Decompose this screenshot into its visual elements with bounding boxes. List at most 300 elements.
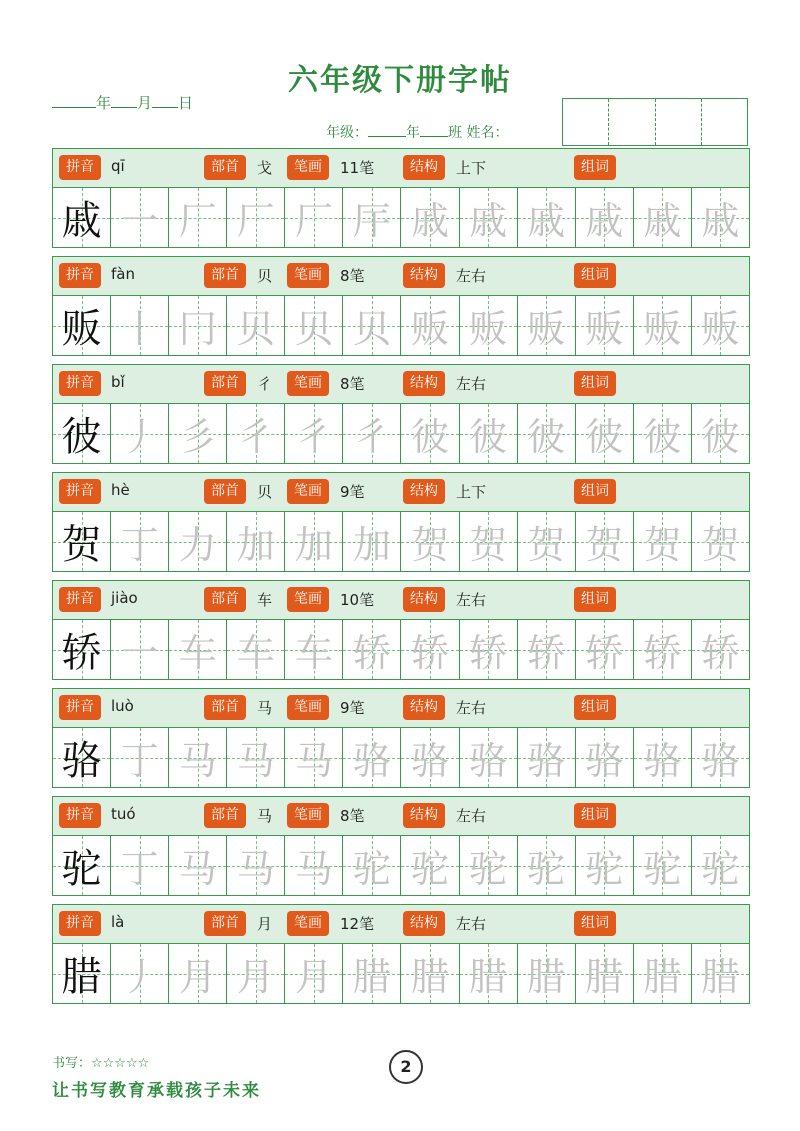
trace-cell[interactable] xyxy=(692,836,749,895)
trace-cell[interactable] xyxy=(460,296,518,355)
trace-cell[interactable] xyxy=(460,188,518,247)
strokes-value: 11笔 xyxy=(340,159,375,177)
trace-char: 一 xyxy=(120,199,159,243)
trace-cell[interactable] xyxy=(460,512,518,571)
slogan: 让书写教育承载孩子未来 xyxy=(52,1081,261,1101)
pinyin-tag: 拼音 xyxy=(59,695,101,720)
trace-char: 驼 xyxy=(643,847,682,891)
strokes-tag: 笔画 xyxy=(287,155,329,180)
pinyin-value: luò xyxy=(111,697,134,715)
words-tag: 组词 xyxy=(574,695,616,720)
trace-cell[interactable] xyxy=(460,404,518,463)
trace-cell[interactable] xyxy=(692,944,749,1003)
trace-cell[interactable] xyxy=(401,944,459,1003)
trace-cell[interactable] xyxy=(518,836,576,895)
trace-char: 丨 xyxy=(120,307,159,351)
trace-char: 马 xyxy=(294,739,333,783)
char-block xyxy=(52,904,750,1004)
trace-char: 驼 xyxy=(585,847,624,891)
radical-tag: 部首 xyxy=(204,479,246,504)
trace-cell[interactable] xyxy=(401,296,459,355)
info-bar xyxy=(53,473,749,512)
day-label: 日 xyxy=(178,94,194,112)
trace-char: 贩 xyxy=(527,307,566,351)
trace-cell[interactable] xyxy=(169,620,227,679)
trace-cell[interactable] xyxy=(576,728,634,787)
writing-grid xyxy=(53,728,749,787)
trace-char: 贺 xyxy=(469,523,508,567)
trace-cell[interactable] xyxy=(285,836,343,895)
strokes-value: 9笔 xyxy=(340,699,365,717)
trace-cell[interactable] xyxy=(343,512,401,571)
trace-char: 马 xyxy=(178,739,217,783)
radical-tag: 部首 xyxy=(204,263,246,288)
trace-char: 加 xyxy=(352,523,391,567)
trace-cell[interactable] xyxy=(111,620,169,679)
trace-char: 车 xyxy=(294,631,333,675)
model-char: 轿 xyxy=(61,630,102,676)
trace-char: 轿 xyxy=(585,631,624,675)
trace-char: 丁 xyxy=(120,523,159,567)
trace-cell[interactable] xyxy=(343,620,401,679)
trace-char: 彼 xyxy=(527,415,566,459)
trace-char: 轿 xyxy=(527,631,566,675)
writing-grid xyxy=(53,296,749,355)
info-bar xyxy=(53,581,749,620)
trace-cell[interactable] xyxy=(401,620,459,679)
radical-tag: 部首 xyxy=(204,587,246,612)
model-char-cell xyxy=(53,512,111,571)
strokes-value: 8笔 xyxy=(340,267,365,285)
pinyin-tag: 拼音 xyxy=(59,263,101,288)
pinyin-value: tuó xyxy=(111,805,136,823)
info-bar xyxy=(53,689,749,728)
trace-char: 贺 xyxy=(701,523,740,567)
trace-char: 腊 xyxy=(585,955,624,999)
trace-cell[interactable] xyxy=(169,188,227,247)
trace-char: 加 xyxy=(294,523,333,567)
trace-char: 轿 xyxy=(643,631,682,675)
info-bar xyxy=(53,905,749,944)
trace-char: 丁 xyxy=(120,847,159,891)
trace-char: 马 xyxy=(236,739,275,783)
trace-char: 车 xyxy=(178,631,217,675)
trace-char: 驼 xyxy=(469,847,508,891)
model-char: 骆 xyxy=(61,738,102,784)
trace-cell[interactable] xyxy=(169,512,227,571)
trace-char: 戚 xyxy=(527,199,566,243)
trace-char: 骆 xyxy=(585,739,624,783)
words-tag: 组词 xyxy=(574,479,616,504)
trace-char: 贝 xyxy=(352,307,391,351)
trace-cell[interactable] xyxy=(227,512,285,571)
pinyin-value: jiào xyxy=(111,589,138,607)
trace-cell[interactable] xyxy=(518,620,576,679)
trace-cell[interactable] xyxy=(285,728,343,787)
strokes-tag: 笔画 xyxy=(287,695,329,720)
radical-value: 月 xyxy=(257,915,273,933)
strokes-value: 9笔 xyxy=(340,483,365,501)
trace-cell[interactable] xyxy=(343,836,401,895)
pinyin-value: qī xyxy=(111,157,125,175)
trace-char: 彡 xyxy=(178,415,217,459)
trace-cell[interactable] xyxy=(460,944,518,1003)
structure-value: 左右 xyxy=(456,267,487,285)
trace-char: 贺 xyxy=(643,523,682,567)
trace-cell[interactable] xyxy=(576,512,634,571)
trace-cell[interactable] xyxy=(576,944,634,1003)
radical-value: 戈 xyxy=(257,159,273,177)
trace-char: 贝 xyxy=(236,307,275,351)
pinyin-tag: 拼音 xyxy=(59,587,101,612)
trace-char: 轿 xyxy=(411,631,450,675)
model-char: 戚 xyxy=(61,198,102,244)
writing-grid xyxy=(53,944,749,1003)
trace-cell[interactable] xyxy=(169,404,227,463)
model-char: 贩 xyxy=(61,306,102,352)
words-tag: 组词 xyxy=(574,155,616,180)
pinyin-value: bǐ xyxy=(111,373,125,391)
trace-cell[interactable] xyxy=(343,404,401,463)
structure-value: 左右 xyxy=(456,375,487,393)
trace-cell[interactable] xyxy=(111,404,169,463)
trace-cell[interactable] xyxy=(692,188,749,247)
trace-cell[interactable] xyxy=(576,404,634,463)
trace-cell[interactable] xyxy=(692,728,749,787)
char-block xyxy=(52,472,750,572)
trace-cell[interactable] xyxy=(343,296,401,355)
trace-char: 彼 xyxy=(469,415,508,459)
trace-char: 驼 xyxy=(527,847,566,891)
trace-char: 骆 xyxy=(527,739,566,783)
trace-char: 彳 xyxy=(294,415,333,459)
trace-cell[interactable] xyxy=(285,620,343,679)
trace-cell[interactable] xyxy=(634,728,692,787)
model-char-cell xyxy=(53,944,111,1003)
structure-tag: 结构 xyxy=(403,479,445,504)
trace-cell[interactable] xyxy=(634,404,692,463)
char-block xyxy=(52,256,750,356)
model-char-cell xyxy=(53,404,111,463)
trace-char: 丿 xyxy=(120,955,159,999)
radical-value: 马 xyxy=(257,807,273,825)
trace-char: 月 xyxy=(294,955,333,999)
trace-cell[interactable] xyxy=(634,944,692,1003)
info-bar xyxy=(53,797,749,836)
trace-cell[interactable] xyxy=(285,296,343,355)
trace-char: 腊 xyxy=(701,955,740,999)
trace-char: 一 xyxy=(120,631,159,675)
trace-char: 彼 xyxy=(585,415,624,459)
writing-grid xyxy=(53,188,749,247)
strokes-tag: 笔画 xyxy=(287,479,329,504)
trace-cell[interactable] xyxy=(285,188,343,247)
trace-cell[interactable] xyxy=(518,188,576,247)
trace-cell[interactable] xyxy=(634,296,692,355)
writing-grid xyxy=(53,836,749,895)
trace-cell[interactable] xyxy=(576,836,634,895)
trace-char: 驼 xyxy=(352,847,391,891)
trace-cell[interactable] xyxy=(692,296,749,355)
trace-cell[interactable] xyxy=(343,944,401,1003)
rating-stars: 书写：☆☆☆☆☆ xyxy=(52,1056,150,1071)
trace-cell[interactable] xyxy=(285,944,343,1003)
trace-cell[interactable] xyxy=(111,296,169,355)
trace-char: 彼 xyxy=(701,415,740,459)
trace-cell[interactable] xyxy=(576,188,634,247)
trace-cell[interactable] xyxy=(401,188,459,247)
char-block xyxy=(52,688,750,788)
trace-cell[interactable] xyxy=(634,620,692,679)
trace-char: 厂 xyxy=(294,199,333,243)
trace-char: 骆 xyxy=(411,739,450,783)
pinyin-tag: 拼音 xyxy=(59,803,101,828)
char-block xyxy=(52,580,750,680)
writing-grid xyxy=(53,404,749,463)
grade-label: 年级： xyxy=(326,125,368,141)
words-tag: 组词 xyxy=(574,371,616,396)
structure-value: 上下 xyxy=(456,483,487,501)
structure-tag: 结构 xyxy=(403,695,445,720)
trace-char: 厈 xyxy=(352,199,391,243)
trace-char: 骆 xyxy=(701,739,740,783)
trace-cell[interactable] xyxy=(576,296,634,355)
trace-cell[interactable] xyxy=(285,512,343,571)
trace-cell[interactable] xyxy=(343,728,401,787)
words-tag: 组词 xyxy=(574,263,616,288)
char-block xyxy=(52,796,750,896)
trace-cell[interactable] xyxy=(401,728,459,787)
trace-cell[interactable] xyxy=(460,836,518,895)
trace-char: 戚 xyxy=(585,199,624,243)
trace-cell[interactable] xyxy=(634,836,692,895)
trace-char: 腊 xyxy=(469,955,508,999)
trace-cell[interactable] xyxy=(518,404,576,463)
trace-cell[interactable] xyxy=(343,188,401,247)
trace-cell[interactable] xyxy=(227,404,285,463)
trace-char: 腊 xyxy=(527,955,566,999)
trace-cell[interactable] xyxy=(692,620,749,679)
trace-cell[interactable] xyxy=(169,728,227,787)
info-bar xyxy=(53,257,749,296)
trace-cell[interactable] xyxy=(634,512,692,571)
name-boxes[interactable] xyxy=(562,98,748,146)
trace-char: 马 xyxy=(236,847,275,891)
radical-tag: 部首 xyxy=(204,155,246,180)
model-char-cell xyxy=(53,836,111,895)
trace-char: 轿 xyxy=(701,631,740,675)
structure-value: 左右 xyxy=(456,807,487,825)
trace-cell[interactable] xyxy=(576,620,634,679)
model-char: 贺 xyxy=(61,522,102,568)
trace-cell[interactable] xyxy=(401,512,459,571)
trace-char: 冂 xyxy=(178,307,217,351)
model-char: 腊 xyxy=(61,954,102,1000)
model-char-cell xyxy=(53,620,111,679)
trace-cell[interactable] xyxy=(227,944,285,1003)
pinyin-value: hè xyxy=(111,481,130,499)
trace-cell[interactable] xyxy=(169,296,227,355)
trace-cell[interactable] xyxy=(169,836,227,895)
page-number: 2 xyxy=(389,1050,423,1084)
strokes-tag: 笔画 xyxy=(287,803,329,828)
trace-cell[interactable] xyxy=(285,404,343,463)
trace-char: 贺 xyxy=(411,523,450,567)
model-char: 彼 xyxy=(61,414,102,460)
name-label: 姓名： xyxy=(466,125,509,141)
trace-char: 彳 xyxy=(352,415,391,459)
trace-cell[interactable] xyxy=(518,944,576,1003)
trace-char: 马 xyxy=(178,847,217,891)
trace-cell[interactable] xyxy=(692,404,749,463)
structure-tag: 结构 xyxy=(403,803,445,828)
page-title: 六年级下册字帖 xyxy=(288,63,512,98)
trace-cell[interactable] xyxy=(460,728,518,787)
structure-value: 左右 xyxy=(456,699,487,717)
structure-tag: 结构 xyxy=(403,911,445,936)
trace-char: 加 xyxy=(236,523,275,567)
strokes-value: 8笔 xyxy=(340,375,365,393)
pinyin-tag: 拼音 xyxy=(59,911,101,936)
class-info-line xyxy=(326,122,508,142)
model-char-cell xyxy=(53,296,111,355)
trace-char: 贺 xyxy=(527,523,566,567)
pinyin-tag: 拼音 xyxy=(59,155,101,180)
radical-value: 贝 xyxy=(257,483,273,501)
trace-char: 贩 xyxy=(643,307,682,351)
structure-tag: 结构 xyxy=(403,587,445,612)
trace-char: 腊 xyxy=(643,955,682,999)
radical-value: 贝 xyxy=(257,267,273,285)
class-label: 班 xyxy=(448,125,462,141)
structure-tag: 结构 xyxy=(403,155,445,180)
radical-value: 马 xyxy=(257,699,273,717)
trace-cell[interactable] xyxy=(227,296,285,355)
trace-char: 骆 xyxy=(643,739,682,783)
trace-cell[interactable] xyxy=(111,836,169,895)
strokes-value: 12笔 xyxy=(340,915,375,933)
trace-cell[interactable] xyxy=(401,404,459,463)
date-line xyxy=(52,92,193,113)
month-label: 月 xyxy=(137,94,153,112)
trace-cell[interactable] xyxy=(227,620,285,679)
structure-tag: 结构 xyxy=(403,263,445,288)
structure-value: 上下 xyxy=(456,159,487,177)
trace-char: 贩 xyxy=(585,307,624,351)
pinyin-tag: 拼音 xyxy=(59,479,101,504)
trace-cell[interactable] xyxy=(169,944,227,1003)
info-bar xyxy=(53,365,749,404)
trace-char: 彼 xyxy=(643,415,682,459)
radical-tag: 部首 xyxy=(204,371,246,396)
trace-char: 贝 xyxy=(294,307,333,351)
words-tag: 组词 xyxy=(574,803,616,828)
model-char-cell xyxy=(53,728,111,787)
structure-value: 左右 xyxy=(456,591,487,609)
trace-char: 贺 xyxy=(585,523,624,567)
trace-char: 车 xyxy=(236,631,275,675)
words-tag: 组词 xyxy=(574,587,616,612)
trace-char: 轿 xyxy=(352,631,391,675)
trace-cell[interactable] xyxy=(401,836,459,895)
trace-char: 骆 xyxy=(469,739,508,783)
strokes-value: 10笔 xyxy=(340,591,375,609)
trace-char: 贩 xyxy=(701,307,740,351)
trace-char: 月 xyxy=(236,955,275,999)
trace-cell[interactable] xyxy=(227,836,285,895)
trace-char: 轿 xyxy=(469,631,508,675)
char-block xyxy=(52,364,750,464)
trace-char: 彼 xyxy=(411,415,450,459)
writing-grid xyxy=(53,512,749,571)
trace-cell[interactable] xyxy=(111,188,169,247)
trace-char: 戚 xyxy=(643,199,682,243)
strokes-value: 8笔 xyxy=(340,807,365,825)
pinyin-value: fàn xyxy=(111,265,135,283)
trace-char: 戚 xyxy=(411,199,450,243)
radical-tag: 部首 xyxy=(204,911,246,936)
pinyin-tag: 拼音 xyxy=(59,371,101,396)
trace-char: 驼 xyxy=(701,847,740,891)
trace-char: 贩 xyxy=(411,307,450,351)
model-char: 驼 xyxy=(61,846,102,892)
trace-char: 厂 xyxy=(236,199,275,243)
trace-char: 骆 xyxy=(352,739,391,783)
radical-value: 彳 xyxy=(257,375,273,393)
radical-tag: 部首 xyxy=(204,803,246,828)
trace-cell[interactable] xyxy=(111,728,169,787)
radical-value: 车 xyxy=(257,591,273,609)
trace-cell[interactable] xyxy=(518,296,576,355)
trace-char: 腊 xyxy=(411,955,450,999)
trace-char: 马 xyxy=(294,847,333,891)
trace-cell[interactable] xyxy=(460,620,518,679)
trace-char: 彳 xyxy=(236,415,275,459)
model-char-cell xyxy=(53,188,111,247)
strokes-tag: 笔画 xyxy=(287,587,329,612)
trace-cell[interactable] xyxy=(634,188,692,247)
trace-char: 丁 xyxy=(120,739,159,783)
trace-cell[interactable] xyxy=(518,728,576,787)
trace-char: 戚 xyxy=(701,199,740,243)
trace-cell[interactable] xyxy=(227,188,285,247)
words-tag: 组词 xyxy=(574,911,616,936)
trace-char: 力 xyxy=(178,523,217,567)
strokes-tag: 笔画 xyxy=(287,371,329,396)
trace-char: 丿 xyxy=(120,415,159,459)
char-block xyxy=(52,148,750,248)
trace-cell[interactable] xyxy=(692,512,749,571)
structure-tag: 结构 xyxy=(403,371,445,396)
structure-value: 左右 xyxy=(456,915,487,933)
trace-char: 月 xyxy=(178,955,217,999)
strokes-tag: 笔画 xyxy=(287,911,329,936)
grade-year-label: 年 xyxy=(406,125,420,141)
info-bar xyxy=(53,149,749,188)
strokes-tag: 笔画 xyxy=(287,263,329,288)
trace-char: 腊 xyxy=(352,955,391,999)
trace-cell[interactable] xyxy=(227,728,285,787)
trace-cell[interactable] xyxy=(518,512,576,571)
trace-cell[interactable] xyxy=(111,944,169,1003)
trace-char: 戚 xyxy=(469,199,508,243)
year-label: 年 xyxy=(96,94,112,112)
trace-char: 贩 xyxy=(469,307,508,351)
radical-tag: 部首 xyxy=(204,695,246,720)
trace-char: 驼 xyxy=(411,847,450,891)
trace-cell[interactable] xyxy=(111,512,169,571)
pinyin-value: là xyxy=(111,913,125,931)
